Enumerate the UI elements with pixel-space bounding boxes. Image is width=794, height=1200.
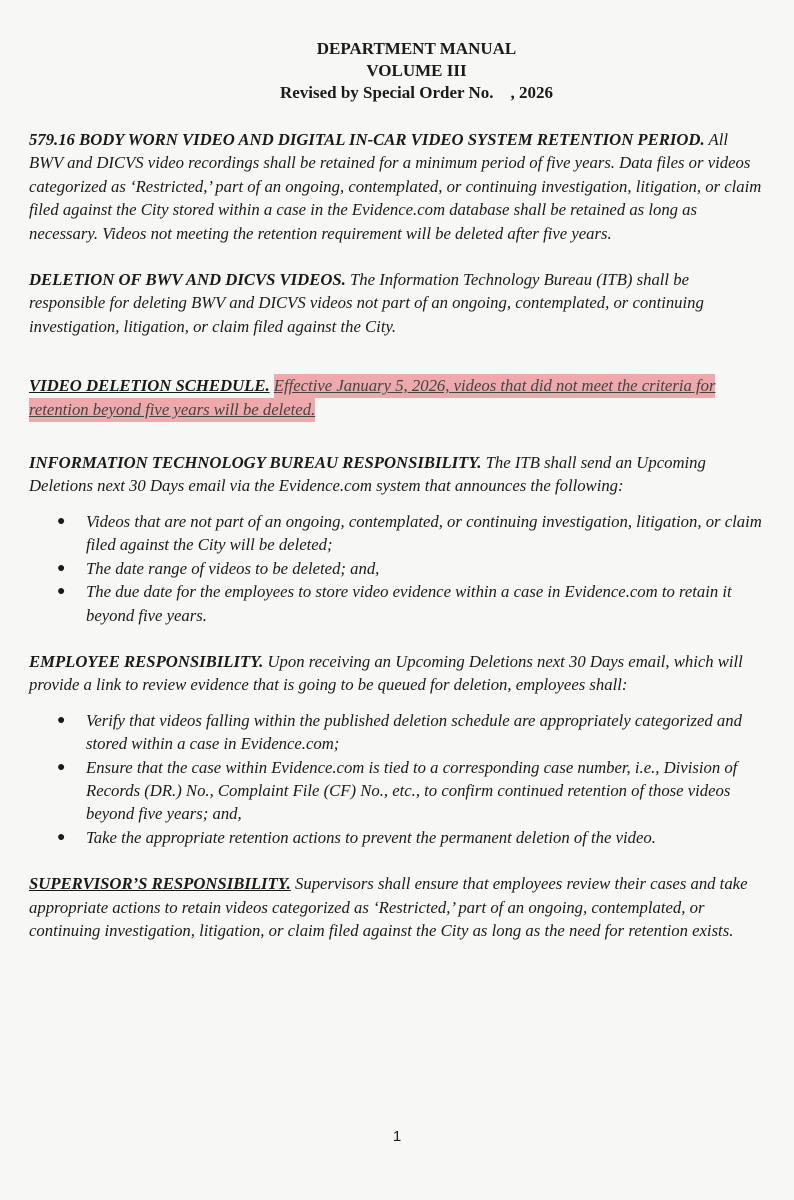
list-item-text: Take the appropriate retention actions to prevent the permanent deletion of the video. (86, 827, 656, 847)
employee-bullet-list (29, 709, 766, 849)
header-revision: Revised by Special Order No. , 2026 (279, 83, 554, 102)
header-volume: VOLUME III (366, 61, 467, 80)
section-heading: VIDEO DELETION SCHEDULE. (29, 376, 270, 396)
list-item (57, 580, 766, 627)
section-heading: SUPERVISOR’S RESPONSIBILITY. (29, 874, 291, 894)
list-item-text: Videos that are not part of an ongoing, contemplated, or continuing investigation, litigation, or claim filed against the City will be deleted; (86, 511, 762, 555)
section-supervisor-responsibility (29, 872, 766, 942)
bullet-icon: ● (57, 829, 66, 845)
bullet-icon: ● (57, 560, 66, 576)
document-header (67, 38, 766, 104)
section-deletion (29, 268, 766, 338)
section-body: Upon receiving an Upcoming Deletions next 30 Days email, which will provide a link to review evidence that is going to be queued for deletion, employees shall: (29, 651, 743, 695)
section-body: Supervisors shall ensure that employees review their cases and take appropriate actions to retain videos categorized as ‘Restricted,’ part of an ongoing, contemplated, or continuing investigation, litigation, or claim filed against the City as long as the need for retention exists. (29, 874, 748, 940)
page-number: 1 (392, 1128, 402, 1145)
list-item-text: The date range of videos to be deleted; and, (86, 558, 380, 578)
section-retention-period (29, 128, 766, 245)
header-title: DEPARTMENT MANUAL (316, 39, 517, 58)
section-body: All BWV and DICVS video recordings shall be retained for a minimum period of five years. Data files or videos categorized as ‘Restricted,’ part of an ongoing, contemplated, or continuing investigation, litigation, or claim filed against the City stored within a case in the Evidence.com database shall be retained as long as necessary. Videos not meeting the retention requirement will be deleted after five years. (29, 130, 762, 243)
list-item-text: Ensure that the case within Evidence.com is tied to a corresponding case number, i.e., Division of Records (DR.) No., Complaint File (CF) No., etc., to confirm continued retention of those videos beyond five years; and, (86, 757, 738, 824)
list-item (57, 826, 766, 849)
section-heading: EMPLOYEE RESPONSIBILITY. (29, 651, 264, 671)
bullet-icon: ● (57, 712, 66, 728)
highlighted-text: Effective January 5, 2026, videos that did not meet the criteria for retention beyond five years will be deleted. (29, 374, 715, 421)
section-heading: DELETION OF BWV AND DICVS VIDEOS. (29, 270, 346, 290)
bullet-icon: ● (57, 513, 66, 529)
list-item (57, 756, 766, 826)
list-item (57, 510, 766, 557)
bullet-icon: ● (57, 759, 66, 775)
section-body: The ITB shall send an Upcoming Deletions next 30 Days email via the Evidence.com system that announces the following: (29, 453, 706, 496)
section-heading: INFORMATION TECHNOLOGY BUREAU RESPONSIBILITY. (29, 453, 482, 473)
section-employee-responsibility (29, 650, 766, 849)
list-item (57, 557, 766, 580)
itb-bullet-list (29, 510, 766, 627)
section-body: The Information Technology Bureau (ITB) shall be responsible for deleting BWV and DICVS videos not part of an ongoing, contemplated, or continuing investigation, litigation, or claim filed against the City. (29, 270, 704, 336)
section-itb-responsibility (29, 451, 766, 627)
list-item (57, 709, 766, 756)
bullet-icon: ● (57, 584, 66, 600)
section-heading: 579.16 BODY WORN VIDEO AND DIGITAL IN-CAR VIDEO SYSTEM RETENTION PERIOD. (29, 130, 705, 149)
section-deletion-schedule (29, 374, 766, 421)
list-item-text: The due date for the employees to store video evidence within a case in Evidence.com to retain it beyond five years. (86, 582, 732, 625)
list-item-text: Verify that videos falling within the published deletion schedule are appropriately categorized and stored within a case in Evidence.com; (86, 710, 742, 754)
